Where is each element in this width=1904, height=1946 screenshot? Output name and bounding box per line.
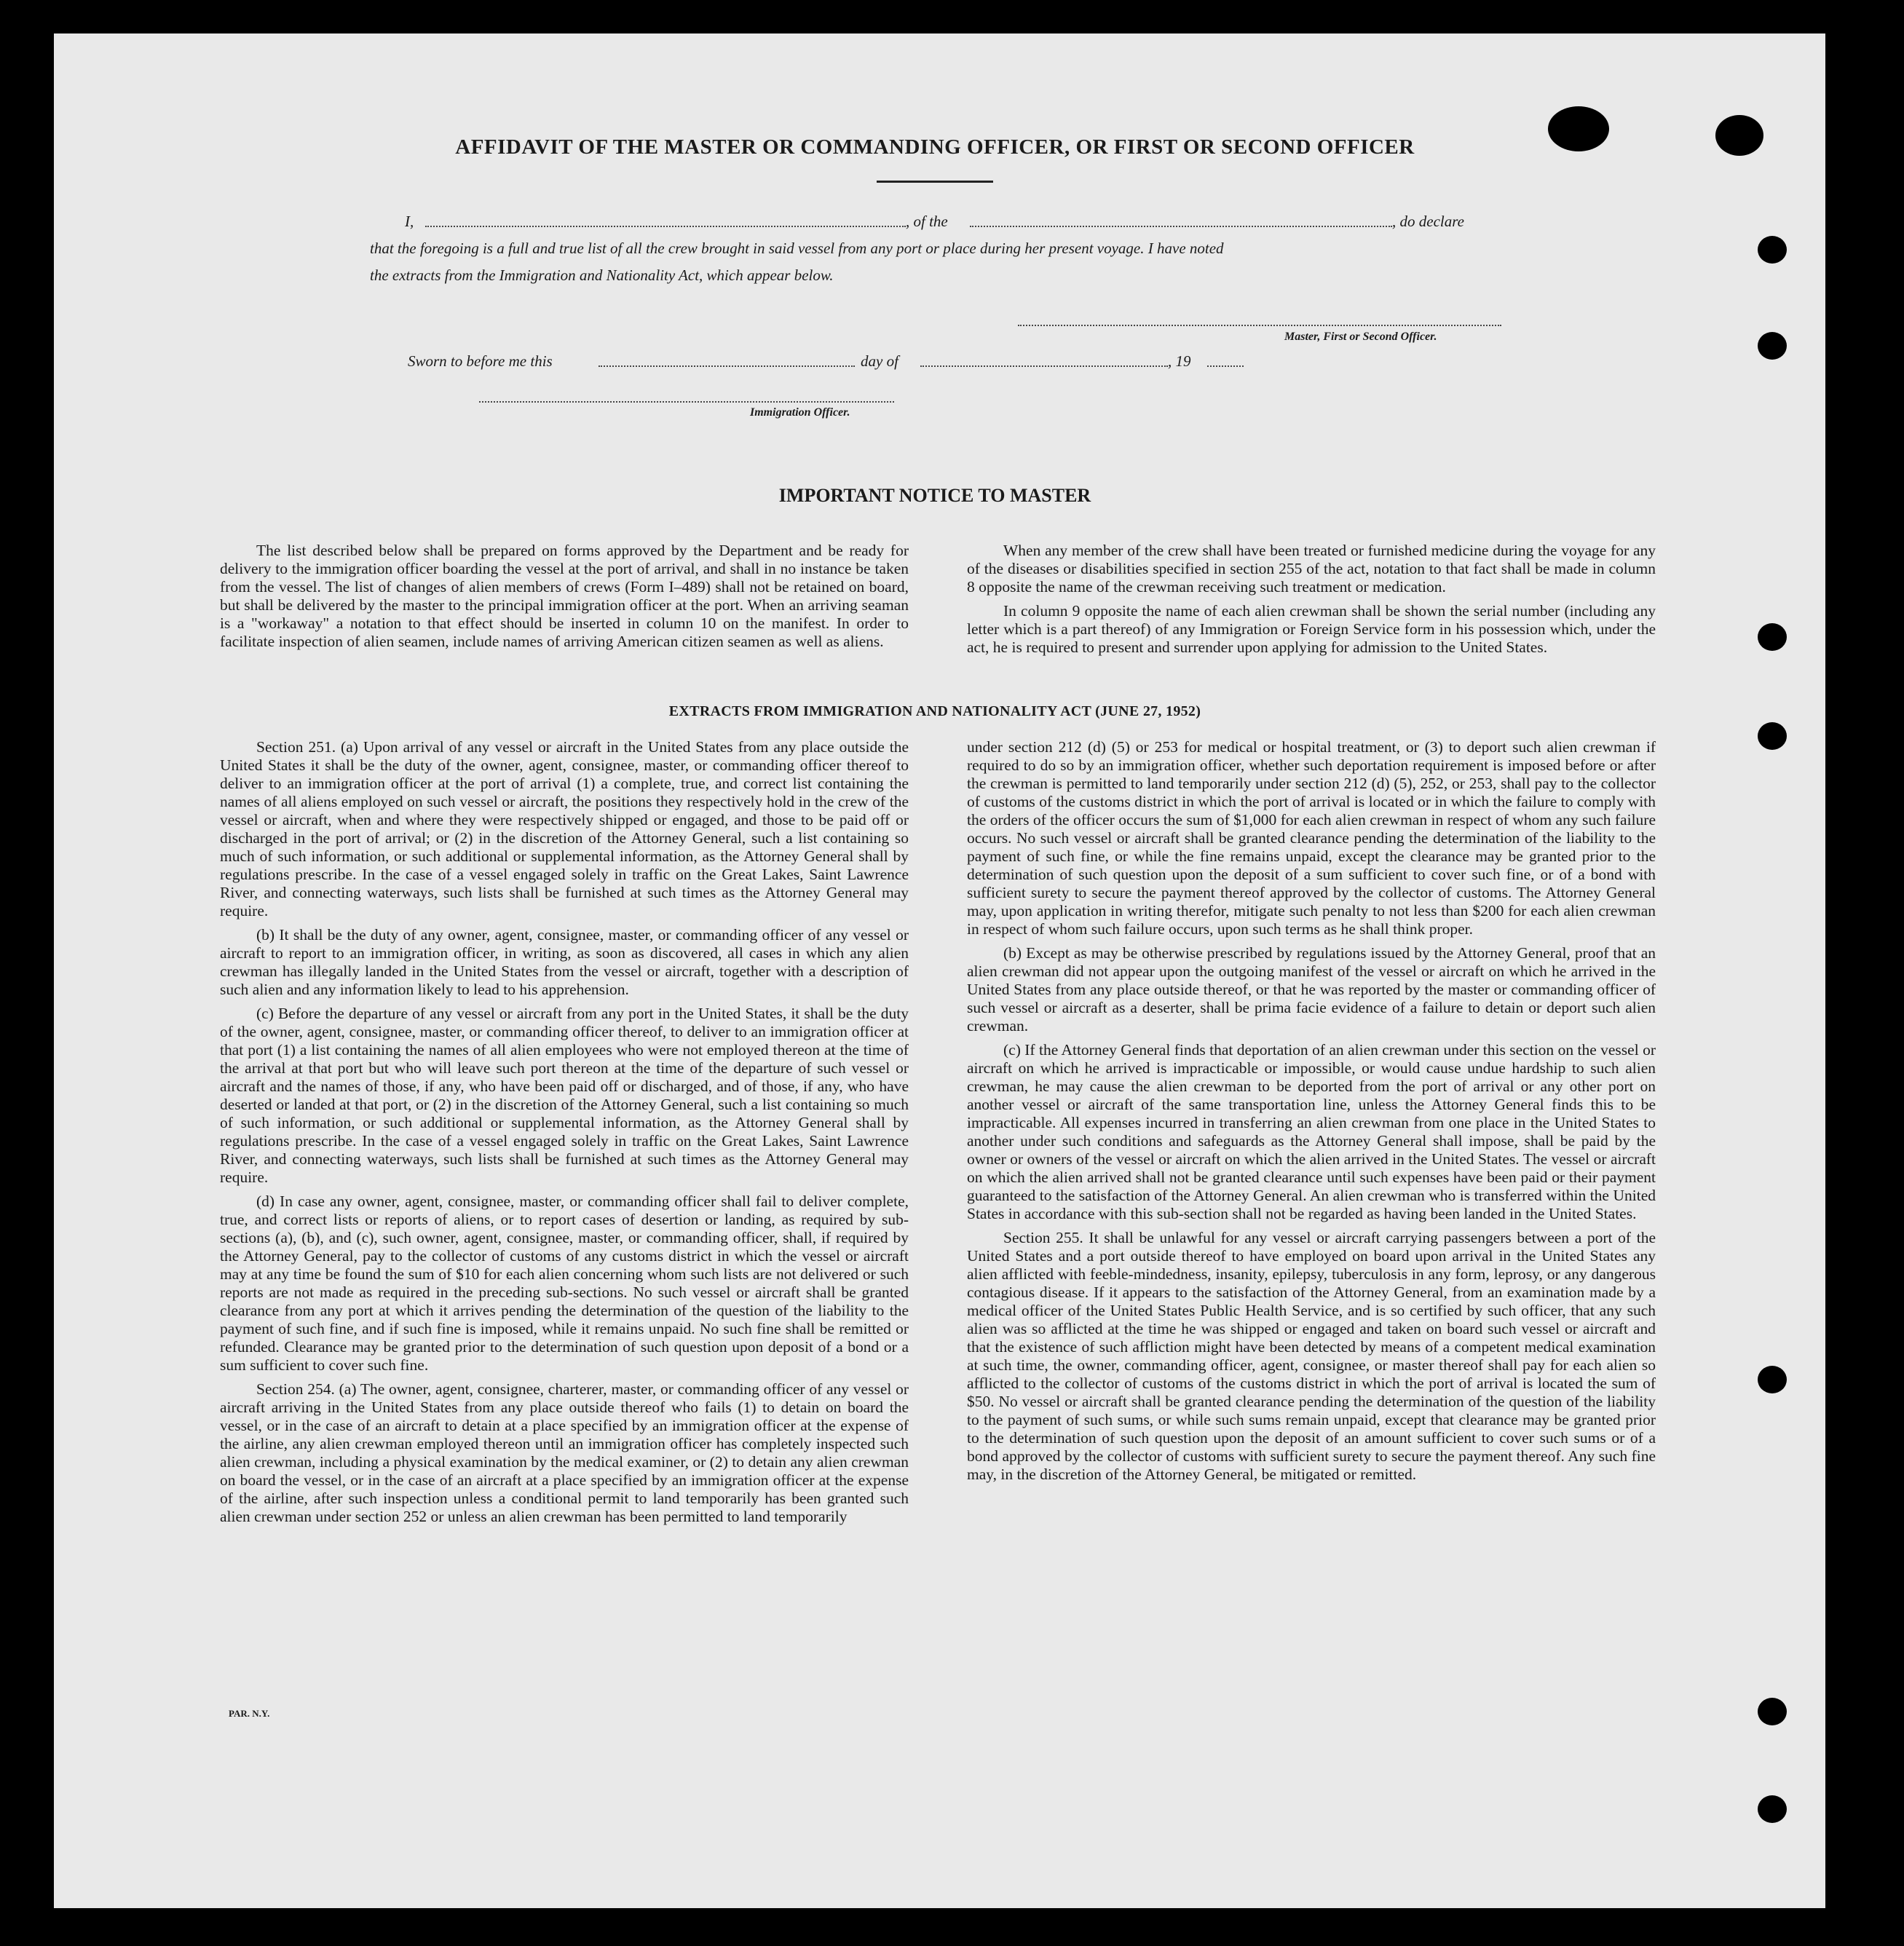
- master-signature-label: Master, First or Second Officer.: [1284, 331, 1437, 343]
- sworn-year-field[interactable]: [1207, 365, 1244, 367]
- punch-hole: [1715, 115, 1763, 156]
- notice-title: IMPORTANT NOTICE TO MASTER: [778, 485, 1091, 506]
- section-254-b: (b) Except as may be otherwise prescribed by regulations issued by the Attorney General, proof that an alien crewman did not appear upon the outgoing manifest of the vessel or aircraft on which he arrived in the United States from any place outside thereof, or that he was reported by the master or commanding officer of such vessel or aircraft as a deserter, shall be prima facie evidence of a failure to detain or deport such alien crewman.: [967, 944, 1656, 1035]
- year-label: , 19: [1168, 352, 1191, 370]
- section-254-a-cont: under section 212 (d) (5) or 253 for medical or hospital treatment, or (3) to deport such alien crewman if required to do so by an immigration officer, whether such deportation requirement is imposed before or after the crewman is permitted to land temporarily under section 212 (d) (5), 252, or 253, shall pay to the collector of customs of the customs district in which the port of arrival is located or in which the failure to comply with the orders of the officer occurs the sum of $1,000 for each alien crewman in respect of whom any such failure occurs. No such vessel or aircraft shall be granted clearance pending the determination of the liability to the payment of such fine, or while the fine remains unpaid, except the clearance may be granted prior to the determination of such question upon the deposit of a sum sufficient to cover such fine, or of a bond with sufficient surety to secure the payment thereof approved by the collector of customs. The Attorney General may, upon application in writing therefor, mitigate such penalty to not less than $200 for each alien crewman in respect of whom such failure occurs, upon such terms as he shall think proper.: [967, 738, 1656, 938]
- extracts-right-column: [967, 738, 1656, 1490]
- section-254-a: Section 254. (a) The owner, agent, consignee, charterer, master, or commanding officer of any vessel or aircraft arriving in the United States from any place outside thereof who fails (1) to detain on board the vessel, or in the case of an aircraft to detain at a place specified by an immigration officer at the expense of the airline, any alien crewman employed thereon until an immigration officer has completely inspected such alien crewman, including a physical examination by the medical examiner, or (2) to detain any alien crewman on board the vessel, or in the case of an aircraft at a place specified by an immigration officer at the expense of the airline, after such inspection unless a conditional permit to land temporarily has been granted such alien crewman under section 252 or unless an alien crewman has been permitted to land temporarily: [220, 1380, 909, 1525]
- sworn-label: Sworn to before me this: [408, 352, 553, 370]
- punch-hole: [1758, 332, 1787, 360]
- decl-of-the: , of the: [906, 213, 948, 230]
- decl-do-declare: , do declare: [1392, 213, 1464, 230]
- section-254-c: (c) If the Attorney General finds that deportation of an alien crewman under this section on the vessel or aircraft on which he arrived is impracticable or impossible, or would cause undue hardship to such alien crewman, he may cause the alien crewman to be deported from the port of arrival or any other port on another vessel or aircraft of the same transportation line, unless the Attorney General finds this to be impracticable. All expenses incurred in transferring an alien crewman from one place in the United States to another under such conditions and safeguards as the Attorney General shall impose, shall be paid by the owner or owners of the vessel or aircraft on which the alien arrived in the United States. The vessel or aircraft on which the alien arrived shall not be granted clearance until such expenses have been paid or their payment guaranteed to the satisfaction of the Attorney General. An alien crewman who is transferred within the United States in accordance with this sub-section shall not be regarded as having been landed in the United States.: [967, 1041, 1656, 1222]
- master-signature-field[interactable]: [1018, 325, 1501, 326]
- section-251-b: (b) It shall be the duty of any owner, agent, consignee, master, or commanding officer of any vessel or aircraft to report to an immigration officer, in writing, as soon as discovered, all cases in which any alien crewman has illegally landed in the United States from the vessel or aircraft, together with a description of such alien and any information likely to lead to his apprehension.: [220, 926, 909, 998]
- ink-blot: [1548, 106, 1609, 151]
- decl-line-3: the extracts from the Immigration and Nationality Act, which appear below.: [370, 266, 834, 284]
- section-255: Section 255. It shall be unlawful for any vessel or aircraft carrying passengers between a port of the United States and a port outside thereof to have employed on board upon arrival in the United States any alien afflicted with feeble-mindedness, insanity, epilepsy, tuberculosis in any form, leprosy, or any dangerous contagious disease. If it appears to the satisfaction of the Attorney General, from an examination made by a medical officer of the United States Public Health Service, and is so certified by such officer, that any such alien was so afflicted at the time he was shipped or engaged and taken on board such vessel or aircraft and that the existence of such affliction might have been detected by means of a competent medical examination at such time, the owner, commanding officer, agent, consignee, or master thereof shall pay for each alien so afflicted to the collector of customs of the customs district in which the port of arrival is located the sum of $50. No vessel or aircraft shall be granted clearance pending the determination of the question of the liability to the payment of such sums, or while such sums remain unpaid, except that clearance may be granted prior to the determination of such question upon the deposit of an amount sufficient to cover such sums or of a bond approved by the collector of customs with sufficient surety to secure the payment thereof. Any such fine may, in the discretion of the Attorney General, be mitigated or remitted.: [967, 1229, 1656, 1483]
- notice-left-text: The list described below shall be prepared on forms approved by the Department and be ready for delivery to the immigration officer boarding the vessel at the port of arrival, and shall in no instance be taken from the vessel. The list of changes of alien members of crews (Form I–489) shall not be retained on board, but shall be delivered by the master to the principal immigration officer at the port. When an arriving seaman is a "workaway" a notation to that effect should be inserted in column 10 on the manifest. In order to facilitate inspection of alien seamen, include names of arriving American citizen seamen as well as aliens.: [220, 542, 909, 650]
- notice-right-p1: When any member of the crew shall have been treated or furnished medicine during the voyage for any of the diseases or disabilities specified in section 255 of the act, notation to that fact shall be made in column 8 opposite the name of the crewman receiving such treatment or medication.: [967, 542, 1656, 596]
- officer-signature-field[interactable]: [479, 401, 894, 403]
- punch-hole: [1758, 1366, 1787, 1393]
- document-page: [54, 33, 1825, 1908]
- officer-signature-label: Immigration Officer.: [750, 406, 850, 419]
- extracts-title: EXTRACTS FROM IMMIGRATION AND NATIONALITY ACT (JUNE 27, 1952): [668, 703, 1201, 719]
- day-of-label: day of: [861, 352, 898, 370]
- decl-i: I,: [405, 213, 414, 230]
- section-251-c: (c) Before the departure of any vessel or aircraft from any port in the United States, it shall be the duty of the owner, agent, consignee, master, or commanding officer thereof, to deliver to an immigration officer at that port (1) a list containing the names of all alien employees who were not employed thereon at the time of the arrival at that port but who will leave such port thereon at the time of the departure of such vessel or aircraft and the names of those, if any, who have been paid off or discharged, and of those, if any, who have deserted or landed at that port, or (2) in the discretion of the Attorney General, such a list containing so much of such information, or such additional or supplemental information, as the Attorney General shall by regulations prescribe. In the case of a vessel engaged solely in traffic on the Great Lakes, Saint Lawrence River, and connecting waterways, such lists shall be furnished at such times as the Attorney General may require.: [220, 1005, 909, 1186]
- punch-hole: [1758, 722, 1787, 750]
- notice-right-p2: In column 9 opposite the name of each alien crewman shall be shown the serial number (including any letter which is a part thereof) of any Immigration or Foreign Service form in his possession which, under the act, he is required to present and surrender upon applying for admission to the United States.: [967, 602, 1656, 656]
- punch-hole: [1758, 1698, 1787, 1725]
- sworn-day-field[interactable]: [599, 365, 855, 367]
- section-251-d: (d) In case any owner, agent, consignee, master, or commanding officer shall fail to deliver complete, true, and correct lists or reports of aliens, or to report cases of desertion or landing, as required by sub-sections (a), (b), and (c), such owner, agent, consignee, master, or commanding officer, shall, if required by the Attorney General, pay to the collector of customs of any customs district in which the vessel or aircraft may at any time be found the sum of $10 for each alien concerning whom such lists are not delivered or such reports are not made as required in the preceding sub-sections. No such vessel or aircraft shall be granted clearance from any port at which it arrives pending the determination of the question of the liability to the payment of such fine, and if such fine is imposed, while it remains unpaid. No such fine shall be remitted or refunded. Clearance may be granted prior to the determination of such question upon deposit of a bond or a sum sufficient to cover such fine.: [220, 1192, 909, 1374]
- punch-hole: [1758, 236, 1787, 264]
- extracts-left-column: [220, 738, 909, 1532]
- notice-right: [967, 542, 1656, 662]
- affidavit-title: AFFIDAVIT OF THE MASTER OR COMMANDING OFFICER, OR FIRST OR SECOND OFFICER: [455, 135, 1415, 159]
- title-rule: [877, 181, 993, 183]
- notice-left: [220, 542, 909, 657]
- punch-hole: [1758, 1795, 1787, 1823]
- section-251-a: Section 251. (a) Upon arrival of any vessel or aircraft in the United States from any place outside the United States it shall be the duty of the owner, agent, consignee, master, or commanding officer thereof to deliver to an immigration officer at the port of arrival (1) a complete, true, and correct list containing the names of all aliens employed on such vessel or aircraft, the positions they respectively hold in the crew of the vessel or aircraft, when and where they were respectively shipped or engaged, and those to be paid off or discharged in the port of arrival; or (2) in the discretion of the Attorney General, such a list containing so much of such information, or such additional or supplemental information, as the Attorney General shall by regulations prescribe. In the case of a vessel engaged solely in traffic on the Great Lakes, Saint Lawrence River, and connecting waterways, such lists shall be furnished at such times as the Attorney General may require.: [220, 738, 909, 919]
- vessel-field[interactable]: [970, 226, 1392, 227]
- sworn-month-field[interactable]: [920, 365, 1168, 367]
- decl-line-2: that the foregoing is a full and true list of all the crew brought in said vessel from any port or place during her present voyage. I have noted: [370, 240, 1224, 257]
- printer-mark: PAR. N.Y.: [229, 1708, 270, 1719]
- name-field[interactable]: [425, 226, 906, 227]
- punch-hole: [1758, 623, 1787, 651]
